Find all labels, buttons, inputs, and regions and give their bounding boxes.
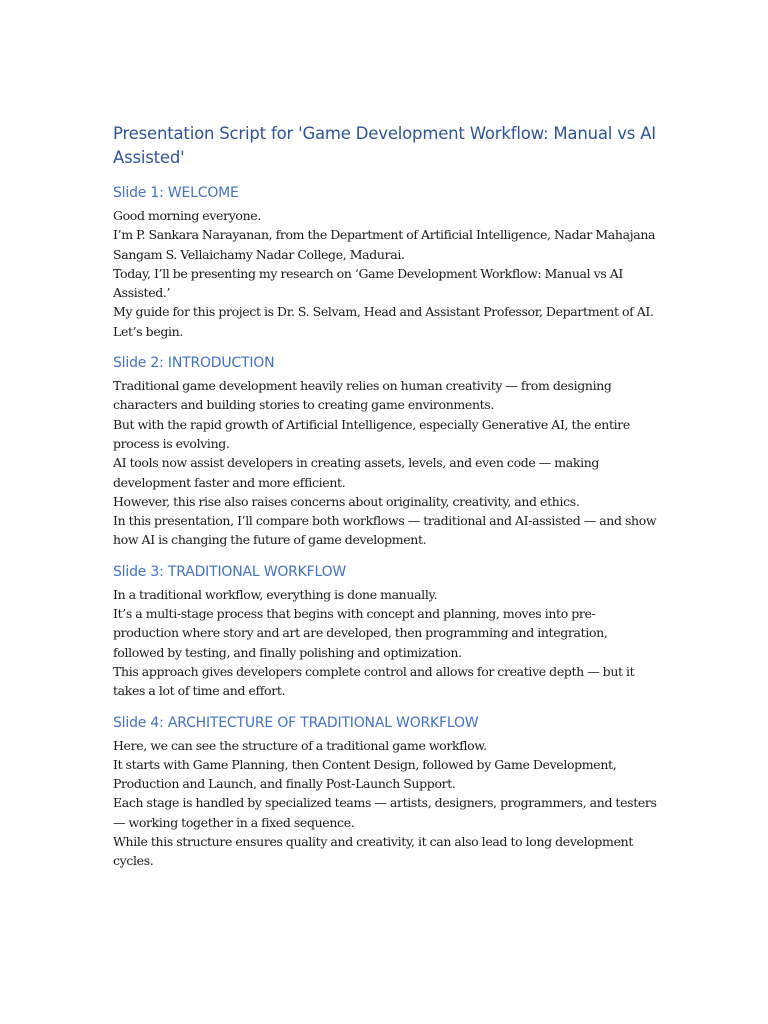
paragraph: While this structure ensures quality and creativity, it can also lead to long development cycles. — [113, 834, 633, 869]
paragraph: Today, I’ll be presenting my research on ‘Game Development Workflow: Manual vs AI Assisted.’ — [113, 265, 623, 301]
slide-heading: Slide 3: TRADITIONAL WORKFLOW — [113, 563, 347, 580]
slide-section-2 — [113, 353, 658, 550]
slide-heading: Slide 4: ARCHITECTURE OF TRADITIONAL WORKFLOW — [113, 714, 479, 731]
slide-heading: Slide 2: INTRODUCTION — [113, 355, 275, 372]
paragraph: Here, we can see the structure of a traditional game workflow. — [113, 737, 487, 753]
paragraph: In this presentation, I’ll compare both workflows — traditional and AI-assisted — and show how AI is changing the future of game development. — [113, 513, 657, 548]
paragraph: AI tools now assist developers in creating assets, levels, and even code — making development faster and more efficient. — [113, 455, 600, 490]
paragraph: Traditional game development heavily relies on human creativity — from designing characters and building stories to creating game environments. — [113, 378, 612, 413]
paragraph: But with the rapid growth of Artificial Intelligence, especially Generative AI, the entire process is evolving. — [113, 416, 630, 451]
paragraph: However, this rise also raises concerns about originality, creativity, and ethics. — [113, 493, 580, 509]
paragraph: I’m P. Sankara Narayanan, from the Department of Artificial Intelligence, Nadar Mahajana Sangam S. Vellaichamy Nadar College, Madurai. — [113, 227, 656, 262]
document-body — [113, 122, 658, 883]
document-title: Presentation Script for 'Game Development Workflow: Manual vs AI Assisted' — [113, 124, 656, 167]
paragraph: Each stage is handled by specialized teams — artists, designers, programmers, and testers — working together in a fixed sequence. — [113, 795, 657, 830]
paragraph: It starts with Game Planning, then Content Design, followed by Game Development, Production and Launch, and finally Post-Launch Support. — [113, 756, 617, 792]
slide-section-3 — [113, 562, 658, 701]
paragraph: Let’s begin. — [113, 323, 184, 339]
paragraph: In a traditional workflow, everything is done manually. — [113, 586, 438, 602]
paragraph: This approach gives developers complete control and allows for creative depth — but it takes a lot of time and effort. — [113, 663, 635, 699]
slide-heading: Slide 1: WELCOME — [113, 185, 239, 201]
paragraph: It’s a multi-stage process that begins with concept and planning, moves into pre-production where story and art are developed, then programming and integration, followed by testing, and finally polishing and optimization. — [113, 606, 608, 660]
slide-section-4 — [113, 713, 658, 871]
slide-section-1 — [113, 183, 658, 341]
paragraph: My guide for this project is Dr. S. Selvam, Head and Assistant Professor, Department of AI. — [113, 304, 654, 320]
paragraph: Good morning everyone. — [113, 208, 261, 223]
